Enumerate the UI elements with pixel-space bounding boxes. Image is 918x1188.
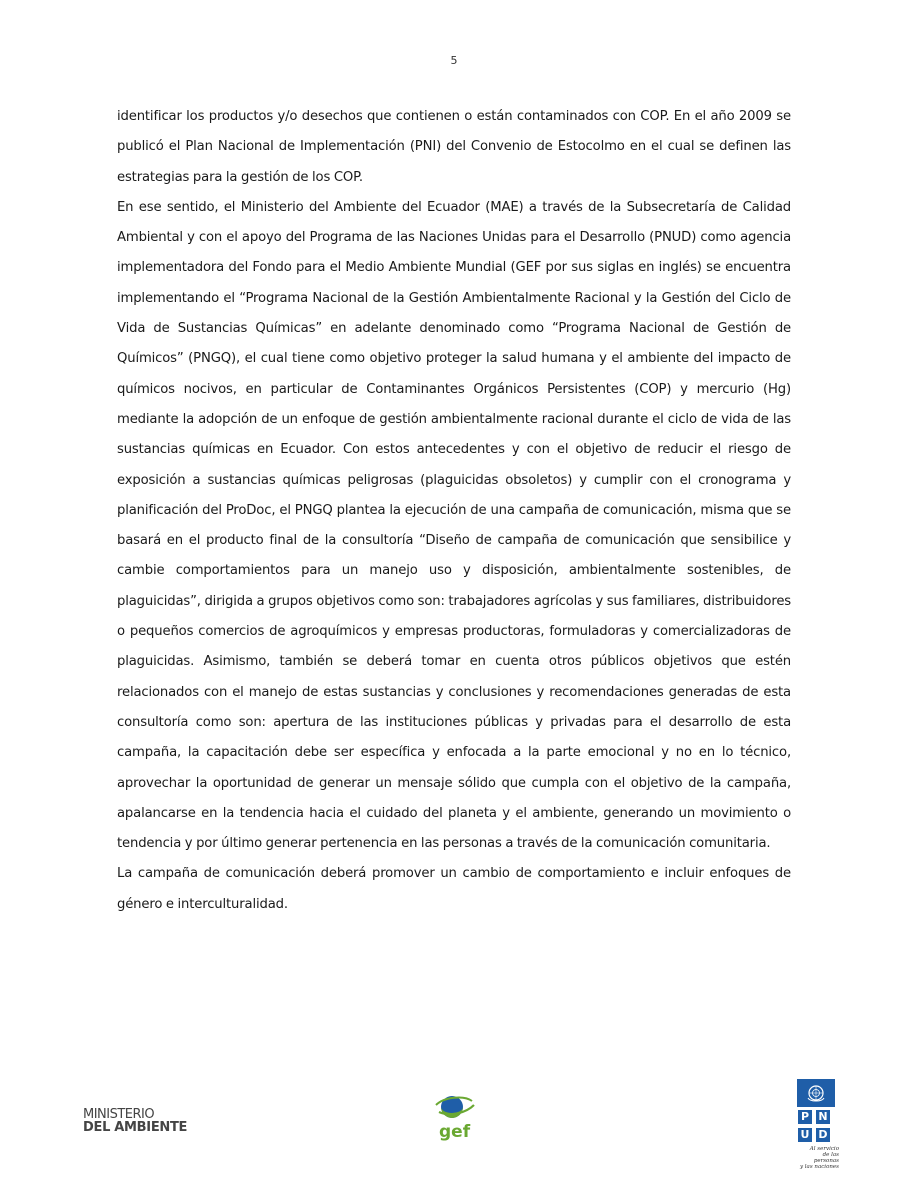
pnud-tagline-line3: y las naciones bbox=[799, 1164, 839, 1170]
pnud-tagline bbox=[797, 1146, 839, 1170]
paragraph-2: En ese sentido, el Ministerio del Ambiente del Ecuador (MAE) a través de la Subsecretaría de Calidad Ambiental y con el apoyo del Programa de las Naciones Unidas para el Desarrollo (PNUD) como agencia implementadora del Fondo para el Medio Ambiente Mundial (GEF por sus siglas en inglés) se encuentra implementando el “Programa Nacional de la Gestión Ambientalmente Racional y la Gestión del Ciclo de Vida de Sustancias Químicas” en adelante denominado como “Programa Nacional de Gestión de Químicos” (PNGQ), el cual tiene como objetivo proteger la salud humana y el ambiente del impacto de químicos nocivos, en particular de Contaminantes Orgánicos Persistentes (COP) y mercurio (Hg) mediante la adopción de un enfoque de gestión ambientalmente racional durante el ciclo de vida de las sustancias químicas en Ecuador. Con estos antecedentes y con el objetivo de reducir el riesgo de exposición a sustancias químicas peligrosas (plaguicidas obsoletos) y cumplir con el cronograma y planificación del ProDoc, el PNGQ plantea la ejecución de una campaña de comunicación, misma que se basará en el producto final de la consultoría “Diseño de campaña de comunicación que sensibilice y cambie comportamientos para un manejo uso y disposición, ambientalmente sostenibles, de plaguicidas”, dirigida a grupos objetivos como son: trabajadores agrícolas y sus familiares, distribuidores o pequeños comercios de agroquímicos y empresas productoras, formuladoras y comercializadoras de plaguicidas. Asimismo, también se deberá tomar en cuenta otros públicos objetivos que estén relacionados con el manejo de estas sustancias y conclusiones y recomendaciones generadas de esta consultoría como son: apertura de las instituciones públicas y privadas para el desarrollo de esta campaña, la capacitación debe ser específica y enfocada a la parte emocional y no en lo técnico, aprovechar la oportunidad de generar un mensaje sólido que cumpla con el objetivo de la campaña, apalancarse en la tendencia hacia el cuidado del planeta y el ambiente, generando un movimiento o tendencia y por último generar pertenencia en las personas a través de la comunicación comunitaria. bbox=[117, 199, 792, 852]
pnud-tagline-line2: de las personas bbox=[813, 1152, 839, 1164]
page-number: 5 bbox=[450, 54, 458, 67]
paragraph-1: identificar los productos y/o desechos que contienen o están contaminados con COP. En el año 2009 se publicó el Plan Nacional de Implementación (PNI) del Convenio de Estocolmo en el cual se definen las estrategias para la gestión de los COP. bbox=[117, 109, 791, 185]
pnud-emblem-box bbox=[797, 1079, 835, 1107]
ministerio-logo-line2: DEL AMBIENTE bbox=[83, 1120, 188, 1135]
gef-logo bbox=[430, 1093, 478, 1143]
pnud-letter-d: D bbox=[815, 1127, 831, 1143]
pnud-letters bbox=[797, 1109, 837, 1143]
ministerio-logo bbox=[83, 1108, 187, 1134]
pnud-letter-u: U bbox=[797, 1127, 813, 1143]
un-emblem-icon bbox=[799, 1081, 833, 1105]
ministerio-logo-line1: MINISTERIO bbox=[83, 1107, 155, 1122]
pnud-letter-p: P bbox=[797, 1109, 813, 1125]
globe-icon bbox=[430, 1093, 478, 1143]
body-text bbox=[117, 102, 791, 920]
pnud-tagline-line1: Al servicio bbox=[809, 1146, 839, 1152]
gef-logo-text: gef bbox=[439, 1122, 471, 1142]
pnud-logo bbox=[797, 1079, 837, 1170]
pnud-letter-n: N bbox=[815, 1109, 831, 1125]
footer bbox=[0, 1075, 918, 1175]
paragraph-3: La campaña de comunicación deberá promover un cambio de comportamiento e incluir enfoques de género e interculturalidad. bbox=[117, 866, 791, 912]
